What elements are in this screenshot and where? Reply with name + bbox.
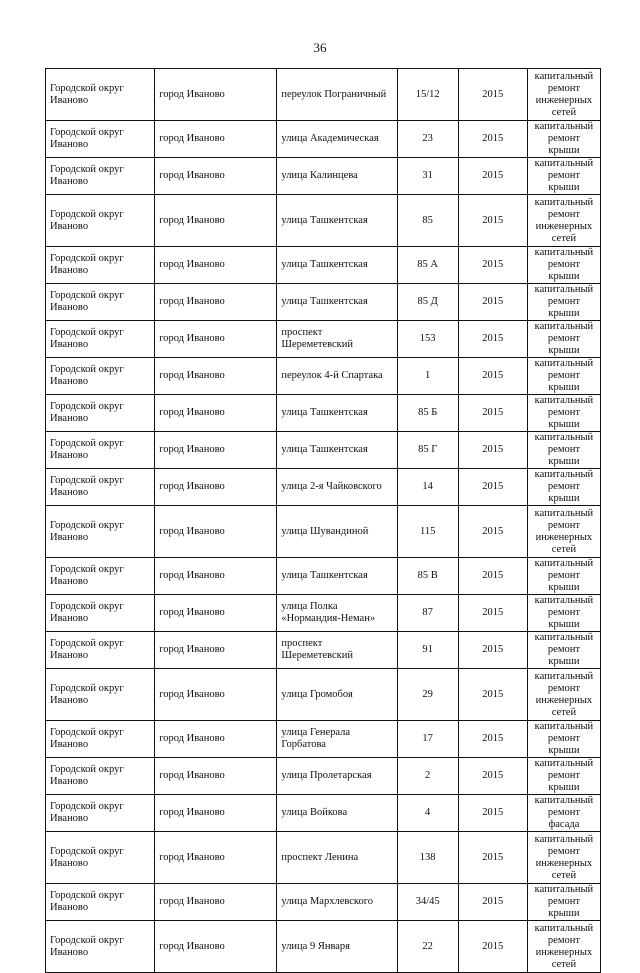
house-number-cell: 34/45 <box>397 884 458 921</box>
street-cell: улица 2-я Чайковского <box>277 469 397 506</box>
work-type-cell: капитальный ремонт крыши <box>527 321 600 358</box>
work-type-cell: капитальный ремонт крыши <box>527 758 600 795</box>
district-cell: Городской округ Иваново <box>46 884 155 921</box>
year-cell: 2015 <box>458 795 527 832</box>
work-type-cell: капитальный ремонт крыши <box>527 469 600 506</box>
work-type-cell: капитальный ремонт крыши <box>527 358 600 395</box>
district-cell: Городской округ Иваново <box>46 247 155 284</box>
work-type-cell: капитальный ремонт инженерных сетей <box>527 669 600 721</box>
year-cell: 2015 <box>458 832 527 884</box>
table-row <box>46 558 601 595</box>
table-row <box>46 669 601 721</box>
district-cell: Городской округ Иваново <box>46 69 155 121</box>
district-cell: Городской округ Иваново <box>46 284 155 321</box>
city-cell: город Иваново <box>155 758 277 795</box>
city-cell: город Иваново <box>155 884 277 921</box>
work-type-cell: капитальный ремонт крыши <box>527 121 600 158</box>
work-type-cell: капитальный ремонт крыши <box>527 247 600 284</box>
house-number-cell: 29 <box>397 669 458 721</box>
house-number-cell: 85 А <box>397 247 458 284</box>
house-number-cell: 85 Д <box>397 284 458 321</box>
table-row <box>46 284 601 321</box>
table-row <box>46 632 601 669</box>
district-cell: Городской округ Иваново <box>46 121 155 158</box>
year-cell: 2015 <box>458 595 527 632</box>
table-row <box>46 321 601 358</box>
work-type-cell: капитальный ремонт инженерных сетей <box>527 832 600 884</box>
work-type-cell: капитальный ремонт фасада <box>527 795 600 832</box>
house-number-cell: 91 <box>397 632 458 669</box>
district-cell: Городской округ Иваново <box>46 321 155 358</box>
district-cell: Городской округ Иваново <box>46 395 155 432</box>
table-row <box>46 395 601 432</box>
street-cell: проспект Шереметевский <box>277 321 397 358</box>
house-number-cell: 15/12 <box>397 69 458 121</box>
work-type-cell: капитальный ремонт крыши <box>527 284 600 321</box>
street-cell: улица Ташкентская <box>277 195 397 247</box>
district-cell: Городской округ Иваново <box>46 158 155 195</box>
city-cell: город Иваново <box>155 321 277 358</box>
year-cell: 2015 <box>458 758 527 795</box>
table-row <box>46 432 601 469</box>
repair-registry-table <box>45 68 601 973</box>
work-type-cell: капитальный ремонт инженерных сетей <box>527 506 600 558</box>
district-cell: Городской округ Иваново <box>46 669 155 721</box>
district-cell: Городской округ Иваново <box>46 506 155 558</box>
year-cell: 2015 <box>458 358 527 395</box>
city-cell: город Иваново <box>155 284 277 321</box>
work-type-cell: капитальный ремонт крыши <box>527 158 600 195</box>
year-cell: 2015 <box>458 721 527 758</box>
city-cell: город Иваново <box>155 632 277 669</box>
year-cell: 2015 <box>458 432 527 469</box>
table-row <box>46 721 601 758</box>
table-row <box>46 247 601 284</box>
page-number: 36 <box>313 40 327 55</box>
street-cell: улица Шувандиной <box>277 506 397 558</box>
street-cell: улица Ташкентская <box>277 395 397 432</box>
district-cell: Городской округ Иваново <box>46 595 155 632</box>
table-row <box>46 595 601 632</box>
year-cell: 2015 <box>458 284 527 321</box>
city-cell: город Иваново <box>155 721 277 758</box>
house-number-cell: 85 В <box>397 558 458 595</box>
city-cell: город Иваново <box>155 832 277 884</box>
work-type-cell: капитальный ремонт крыши <box>527 632 600 669</box>
city-cell: город Иваново <box>155 595 277 632</box>
street-cell: улица Войкова <box>277 795 397 832</box>
street-cell: улица Ташкентская <box>277 247 397 284</box>
house-number-cell: 17 <box>397 721 458 758</box>
city-cell: город Иваново <box>155 469 277 506</box>
work-type-cell: капитальный ремонт крыши <box>527 884 600 921</box>
city-cell: город Иваново <box>155 506 277 558</box>
table-row <box>46 69 601 121</box>
table-row <box>46 121 601 158</box>
district-cell: Городской округ Иваново <box>46 632 155 669</box>
year-cell: 2015 <box>458 632 527 669</box>
table-row <box>46 469 601 506</box>
house-number-cell: 85 Г <box>397 432 458 469</box>
table-row <box>46 795 601 832</box>
street-cell: улица Мархлевского <box>277 884 397 921</box>
house-number-cell: 138 <box>397 832 458 884</box>
table-row <box>46 358 601 395</box>
house-number-cell: 22 <box>397 921 458 973</box>
registry-table-body <box>46 69 601 973</box>
house-number-cell: 2 <box>397 758 458 795</box>
work-type-cell: капитальный ремонт крыши <box>527 395 600 432</box>
work-type-cell: капитальный ремонт крыши <box>527 721 600 758</box>
city-cell: город Иваново <box>155 247 277 284</box>
year-cell: 2015 <box>458 247 527 284</box>
district-cell: Городской округ Иваново <box>46 195 155 247</box>
street-cell: переулок 4-й Спартака <box>277 358 397 395</box>
district-cell: Городской округ Иваново <box>46 432 155 469</box>
work-type-cell: капитальный ремонт крыши <box>527 558 600 595</box>
city-cell: город Иваново <box>155 921 277 973</box>
city-cell: город Иваново <box>155 358 277 395</box>
year-cell: 2015 <box>458 158 527 195</box>
house-number-cell: 115 <box>397 506 458 558</box>
street-cell: улица Ташкентская <box>277 284 397 321</box>
city-cell: город Иваново <box>155 669 277 721</box>
house-number-cell: 85 <box>397 195 458 247</box>
table-row <box>46 195 601 247</box>
house-number-cell: 23 <box>397 121 458 158</box>
year-cell: 2015 <box>458 395 527 432</box>
district-cell: Городской округ Иваново <box>46 795 155 832</box>
street-cell: улица Калинцева <box>277 158 397 195</box>
year-cell: 2015 <box>458 884 527 921</box>
district-cell: Городской округ Иваново <box>46 832 155 884</box>
city-cell: город Иваново <box>155 121 277 158</box>
district-cell: Городской округ Иваново <box>46 758 155 795</box>
house-number-cell: 85 Б <box>397 395 458 432</box>
year-cell: 2015 <box>458 69 527 121</box>
street-cell: улица Пролетарская <box>277 758 397 795</box>
year-cell: 2015 <box>458 121 527 158</box>
city-cell: город Иваново <box>155 158 277 195</box>
work-type-cell: капитальный ремонт инженерных сетей <box>527 921 600 973</box>
street-cell: проспект Шереметевский <box>277 632 397 669</box>
year-cell: 2015 <box>458 469 527 506</box>
street-cell: улица Академическая <box>277 121 397 158</box>
district-cell: Городской округ Иваново <box>46 558 155 595</box>
work-type-cell: капитальный ремонт инженерных сетей <box>527 195 600 247</box>
district-cell: Городской округ Иваново <box>46 469 155 506</box>
street-cell: проспект Ленина <box>277 832 397 884</box>
year-cell: 2015 <box>458 321 527 358</box>
table-row <box>46 921 601 973</box>
city-cell: город Иваново <box>155 558 277 595</box>
street-cell: переулок Пограничный <box>277 69 397 121</box>
house-number-cell: 4 <box>397 795 458 832</box>
street-cell: улица Генерала Горбатова <box>277 721 397 758</box>
table-row <box>46 758 601 795</box>
work-type-cell: капитальный ремонт крыши <box>527 595 600 632</box>
street-cell: улица 9 Января <box>277 921 397 973</box>
table-row <box>46 506 601 558</box>
year-cell: 2015 <box>458 195 527 247</box>
year-cell: 2015 <box>458 669 527 721</box>
year-cell: 2015 <box>458 558 527 595</box>
house-number-cell: 31 <box>397 158 458 195</box>
house-number-cell: 153 <box>397 321 458 358</box>
city-cell: город Иваново <box>155 432 277 469</box>
city-cell: город Иваново <box>155 69 277 121</box>
district-cell: Городской округ Иваново <box>46 921 155 973</box>
street-cell: улица Ташкентская <box>277 432 397 469</box>
street-cell: улица Ташкентская <box>277 558 397 595</box>
street-cell: улица Громобоя <box>277 669 397 721</box>
table-row <box>46 158 601 195</box>
house-number-cell: 87 <box>397 595 458 632</box>
year-cell: 2015 <box>458 921 527 973</box>
table-row <box>46 884 601 921</box>
table-row <box>46 832 601 884</box>
year-cell: 2015 <box>458 506 527 558</box>
street-cell: улица Полка «Нормандия-Неман» <box>277 595 397 632</box>
city-cell: город Иваново <box>155 795 277 832</box>
work-type-cell: капитальный ремонт крыши <box>527 432 600 469</box>
work-type-cell: капитальный ремонт инженерных сетей <box>527 69 600 121</box>
house-number-cell: 14 <box>397 469 458 506</box>
district-cell: Городской округ Иваново <box>46 358 155 395</box>
city-cell: город Иваново <box>155 195 277 247</box>
district-cell: Городской округ Иваново <box>46 721 155 758</box>
city-cell: город Иваново <box>155 395 277 432</box>
house-number-cell: 1 <box>397 358 458 395</box>
